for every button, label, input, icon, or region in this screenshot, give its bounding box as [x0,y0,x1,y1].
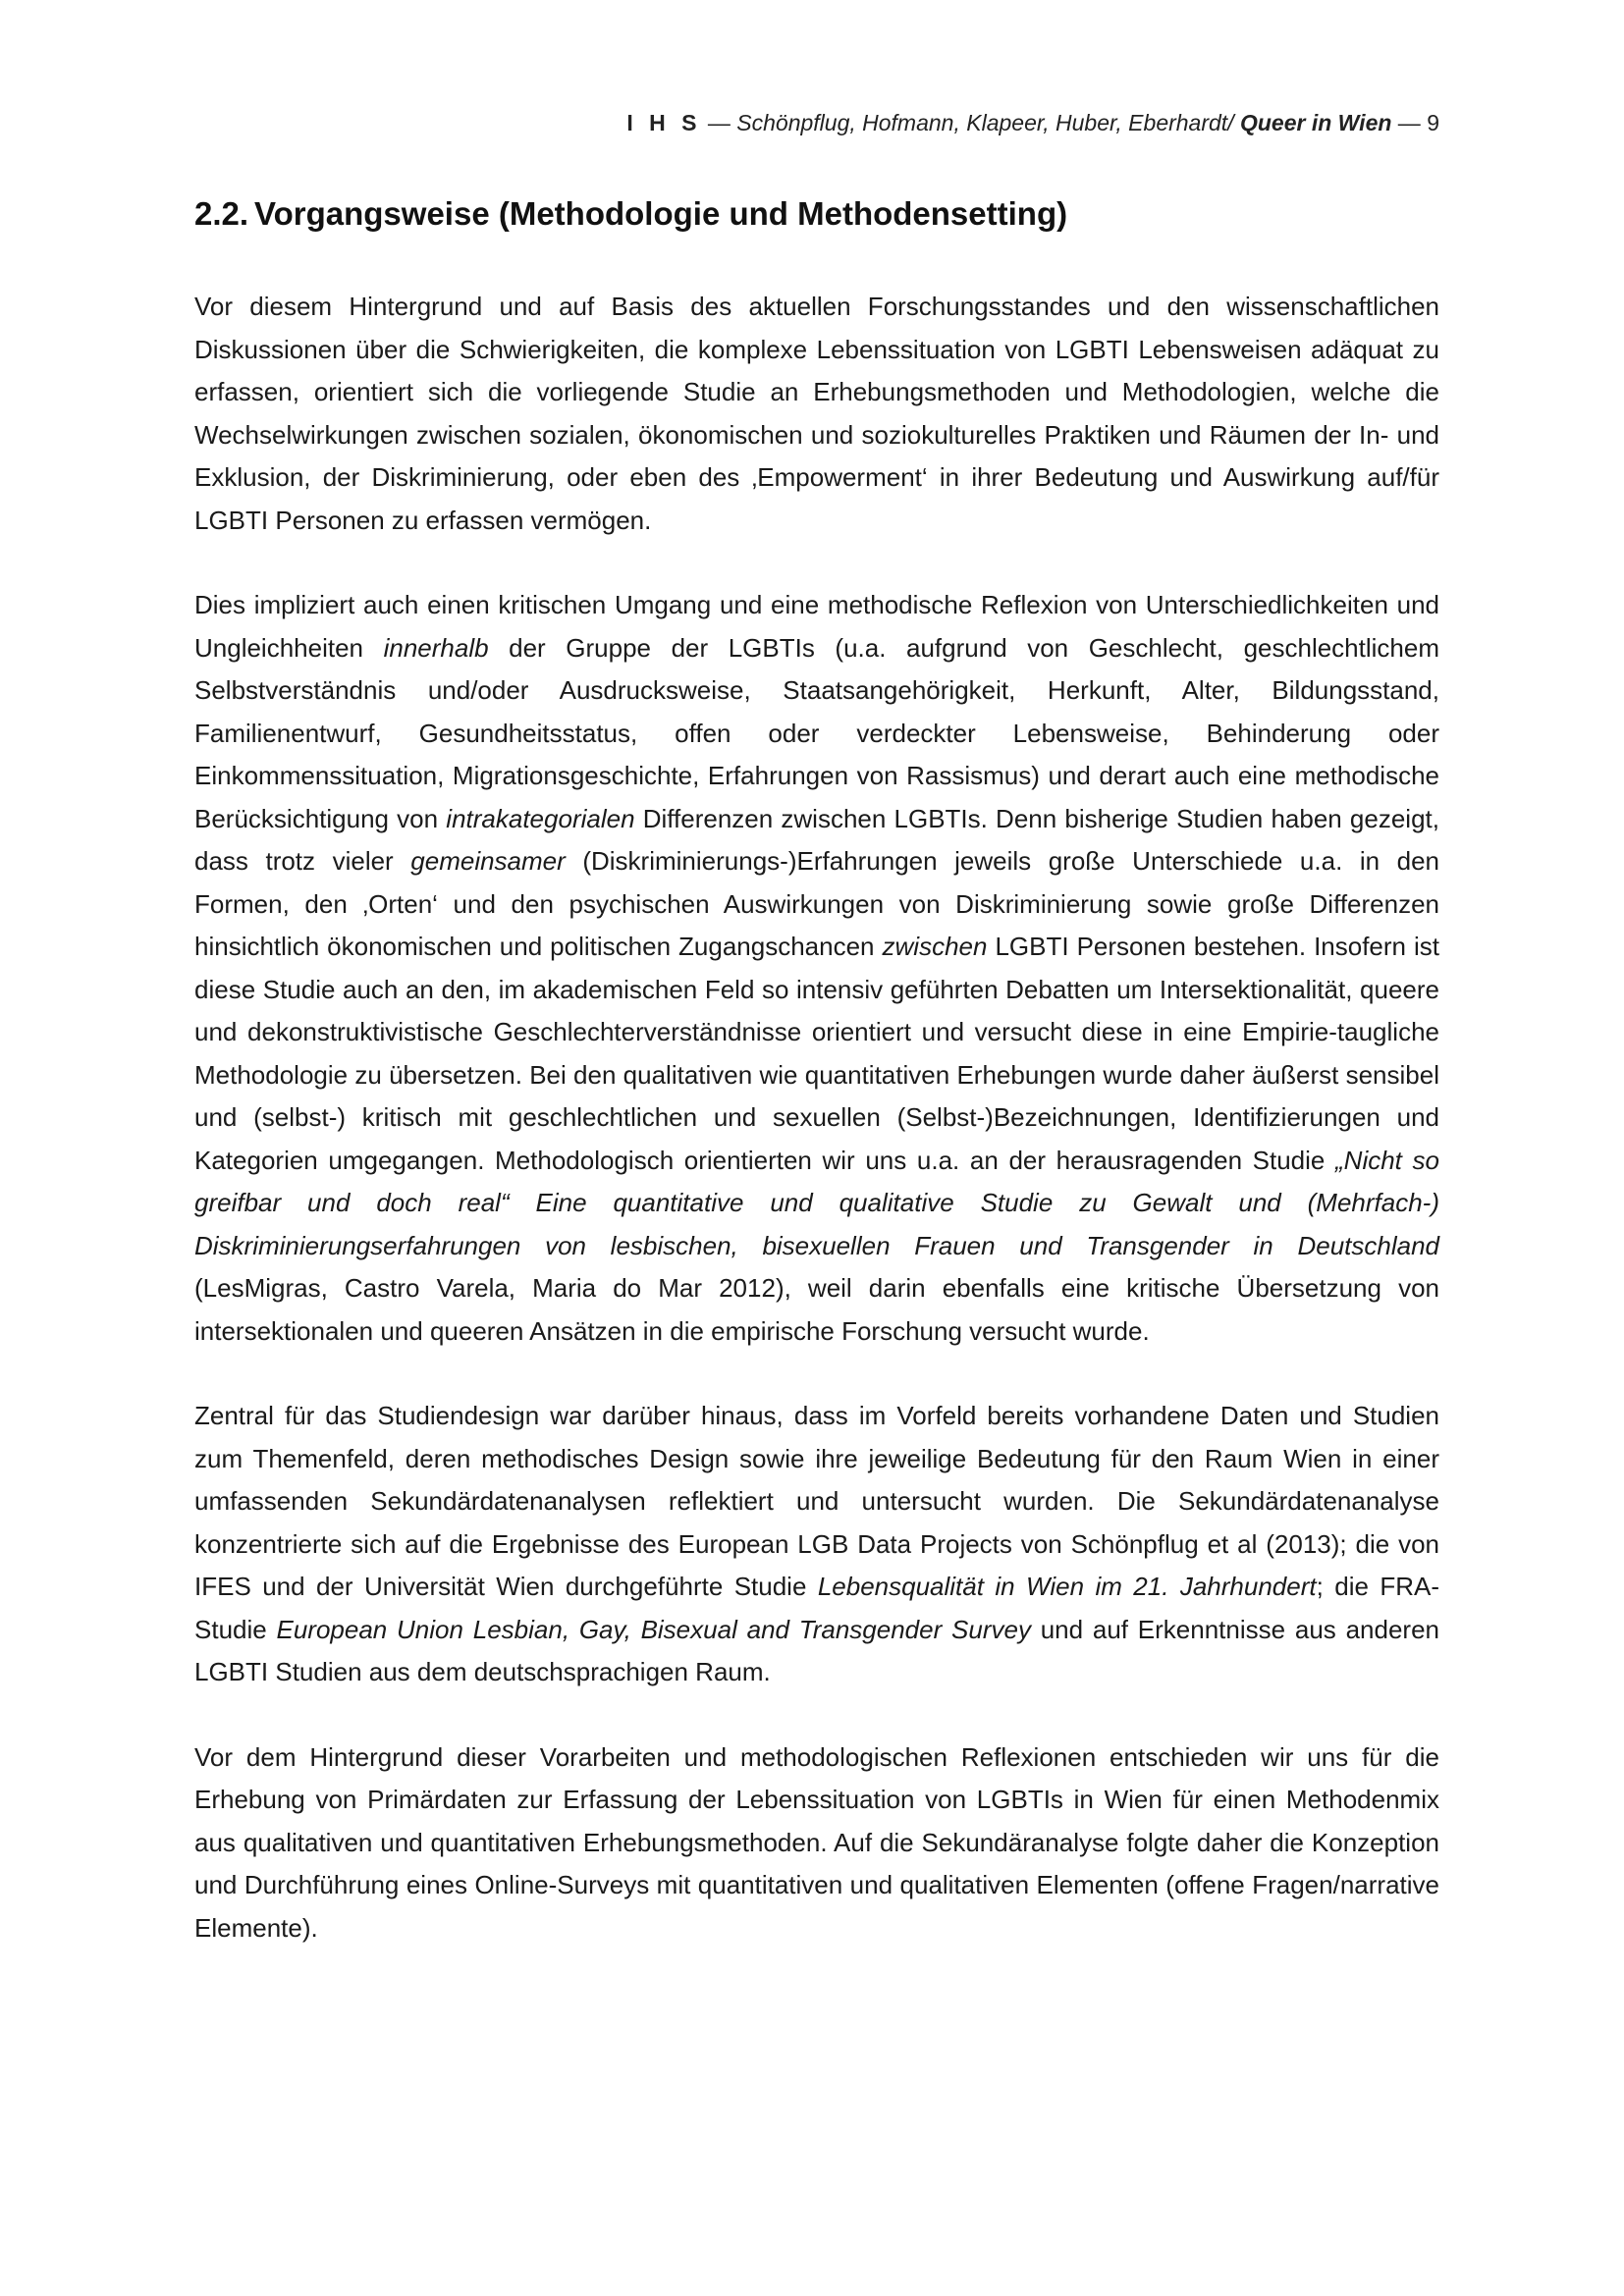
paragraph-2 [194,584,1439,1353]
section-heading [194,192,1067,236]
emphasis: gemeinsamer [410,846,566,876]
cited-study-title: Lebensqualität in Wien im 21. Jahrhundert [817,1572,1317,1601]
text-span: und auf Erkenntnisse aus anderen LGBTI Studien aus dem deutschsprachigen Raum. [194,1614,1439,1686]
institute-name: I H S [626,110,702,135]
body-text [194,286,1439,1992]
text-span: Differenzen zwischen LGBTIs. Denn bisherige Studien haben gezeigt, dass trotz vieler [194,803,1439,876]
emphasis: intrakategorialen [446,803,635,833]
paragraph-3 [194,1395,1439,1694]
emphasis: zwischen [882,932,988,961]
text-span: der Gruppe der LGBTIs (u.a. aufgrund von Geschlecht, geschlechtlichem Selbstverständnis und/oder Ausdrucksweise, Staatsangehörigkeit, Herkunft, Alter, Bildungsstand, Familienentwurf, Gesundheitsstatus, offen oder verdeckter Lebensweise, Behinderung oder Einkommenssituation, Migrationsgeschichte, Erfahrungen von Rassismus) und derart auch eine methodische Berücksichtigung von [194,632,1439,833]
running-header [194,108,1439,137]
page-number: 9 [1427,110,1439,135]
paragraph-4: Vor dem Hintergrund dieser Vorarbeiten und methodologischen Reflexionen entschieden wir uns für die Erhebung von Primärdaten zur Erfassung der Lebenssituation von LGBTIs in Wien für einen Methodenmix aus qualitativen und quantitativen Erhebungsmethoden. Auf die Sekundäranalyse folgte daher die Konzeption und Durchführung eines Online-Surveys mit quantitativen und qualitativen Elementen (offene Fragen/narrative Elemente). [194,1741,1439,1943]
cited-study-title: „Nicht so greifbar und doch real“ Eine quantitative und qualitative Studie zu Gewalt und (Mehrfach-) Diskriminierungserfahrungen von lesbischen, bisexuellen Frauen und Transgender in Deutschland [194,1145,1440,1260]
text-span: ; die FRA-Studie [194,1572,1440,1644]
section-title: Vorgangsweise (Methodologie und Methodensetting) [254,195,1068,232]
header-report-title: Queer in Wien [1239,110,1392,135]
text-span: (LesMigras, Castro Varela, Maria do Mar 2012), weil darin ebenfalls eine kritische Übersetzung von intersektionalen und queeren Ansätzen in die empirische Forschung versucht wurde. [194,1273,1439,1346]
emphasis: innerhalb [383,632,489,663]
header-authors: Schönpflug, Hofmann, Klapeer, Huber, Eberhardt/ [736,110,1240,135]
cited-study-title: European Union Lesbian, Gay, Bisexual and Transgender Survey [276,1614,1031,1644]
text-span: Dies impliziert auch einen kritischen Umgang und eine methodische Reflexion von Unterschiedlichkeiten und Ungleichheiten [194,590,1439,663]
paragraph-1: Vor diesem Hintergrund und auf Basis des aktuellen Forschungsstandes und den wissenschaftlichen Diskussionen über die Schwierigkeiten, die komplexe Lebenssituation von LGBTI Lebensweisen adäquat zu erfassen, orientiert sich die vorliegende Studie an Erhebungsmethoden und Methodologien, welche die Wechselwirkungen zwischen sozialen, ökonomischen und soziokulturelles Praktiken und Räumen der In- und Exklusion, der Diskriminierung, oder eben des ‚Empowerment‘ in ihrer Bedeutung und Auswirkung auf/für LGBTI Personen zu erfassen vermögen. [194,292,1439,535]
text-span: (Diskriminierungs-)Erfahrungen jeweils große Unterschiede u.a. in den Formen, den ‚Orten‘ und den psychischen Auswirkungen von Diskriminierung sowie große Differenzen hinsichtlich ökonomischen und politischen Zugangschancen [194,846,1440,961]
section-number: 2.2. [194,195,249,232]
text-span: Zentral für das Studiendesign war darüber hinaus, dass im Vorfeld bereits vorhandene Daten und Studien zum Themenfeld, deren methodisches Design sowie ihre jeweilige Bedeutung für den Raum Wien in einer umfassenden Sekundärdatenanalysen reflektiert und untersucht wurden. Die Sekundärdatenanalyse konzentrierte sich auf die Ergebnisse des European LGB Data Projects von Schönpflug et al (2013); die von IFES und der Universität Wien durchgeführte Studie [194,1401,1439,1601]
header-separator: — [701,110,737,135]
text-span: LGBTI Personen bestehen. Insofern ist diese Studie auch an den, im akademischen Feld so intensiv geführten Debatten um Intersektionalität, queere und dekonstruktivistische Geschlechterverständnisse orientiert und versucht diese in eine Empirie-taugliche Methodologie zu übersetzen. Bei den qualitativen wie quantitativen Erhebungen wurde daher äußerst sensibel und (selbst-) kritisch mit geschlechtlichen und sexuellen (Selbst-)Bezeichnungen, Identifizierungen und Kategorien umgegangen. Methodologisch orientierten wir uns u.a. an der herausragenden Studie [194,932,1440,1175]
header-separator: — [1391,110,1428,135]
